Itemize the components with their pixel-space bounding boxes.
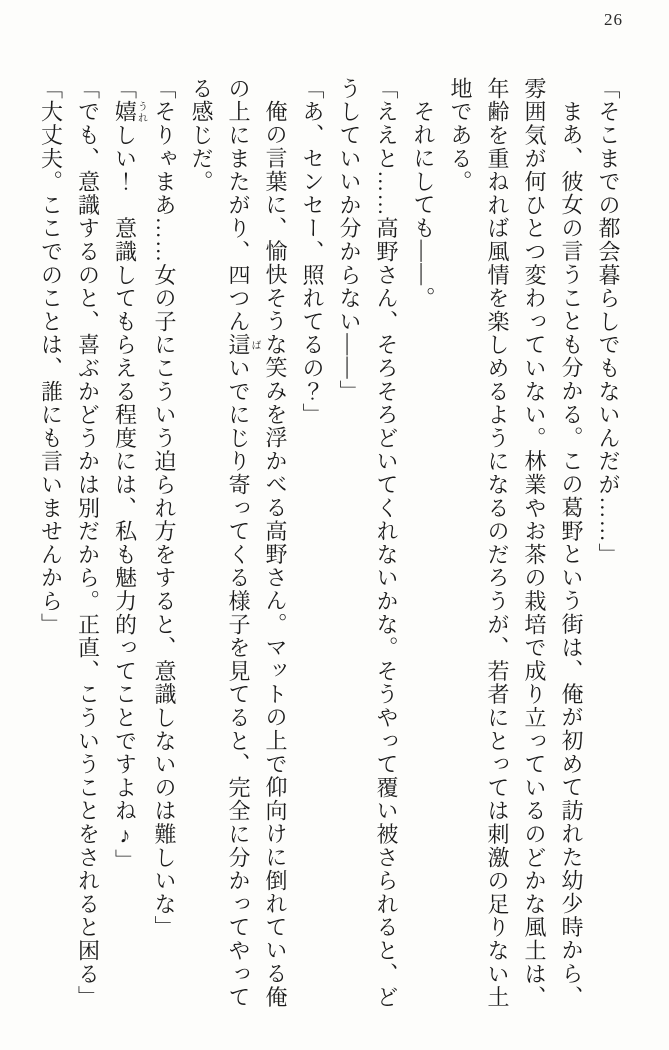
ruby-annotation xyxy=(112,100,147,124)
paragraph-narrative-2: それにしても――。 xyxy=(411,100,436,310)
paragraph-dialogue-5 xyxy=(107,77,147,1017)
page-number: 26 xyxy=(604,10,623,29)
paragraph-dialogue-6: 「でも、意識するのと、喜ぶかどうかは別だから。正直、こういうことをされると困る」 xyxy=(75,77,101,1009)
ruby-annotation xyxy=(226,333,260,357)
paragraph-dialogue-3: 「あ、センセー、照れてるの？」 xyxy=(300,77,325,427)
text-segment: しい！ 意識してもらえる程度には、私も魅力的ってことですよね♪」 xyxy=(112,123,138,873)
text-segment: いでにじり寄ってくる様子を見てると、完全に分かってやってる感じだ。 xyxy=(189,77,251,1010)
ruby-base: 這 xyxy=(226,333,251,357)
ruby-text: うれ xyxy=(135,100,147,124)
paragraph-dialogue-4: 「そりゃまあ……女の子にこういう迫られ方をすると、意識しないのは難しいな」 xyxy=(152,77,177,940)
paragraph-narrative-1: まあ、彼女の言うことも分かる。この葛野という街は、俺が初めて訪れた幼少時から、雰囲気が何ひとつ変わっていない。林業やお茶の栽培で成り立っているのどかな風土は、年齢を重ねれば風情を楽しめるようになるのだろうが、若者にとっては刺激の足りない土地である。 xyxy=(448,77,584,1009)
vertical-text-block xyxy=(33,77,628,1017)
paragraph-dialogue-7: 「大丈夫。ここでのことは、誰にも言いませんから」 xyxy=(38,77,64,637)
text-segment: 「 xyxy=(112,77,138,101)
ruby-text: ば xyxy=(249,333,260,357)
paragraph-dialogue-2: 「ええと……高野さん、そろそろどいてくれないかな。そうやって覆い被さられると、どうしていいか分からない――」 xyxy=(337,77,399,1009)
ruby-base: 嬉 xyxy=(112,100,138,124)
paragraph-narrative-3 xyxy=(183,77,294,1017)
text-segment: 俺の言葉に、愉快そうな笑みを浮かべる高野さん。マットの上で仰向けに倒れている俺の上にまたがり、四つん xyxy=(226,77,288,1009)
paragraph-dialogue-1: 「そこまでの都会暮らしでもないんだが……」 xyxy=(596,77,621,567)
